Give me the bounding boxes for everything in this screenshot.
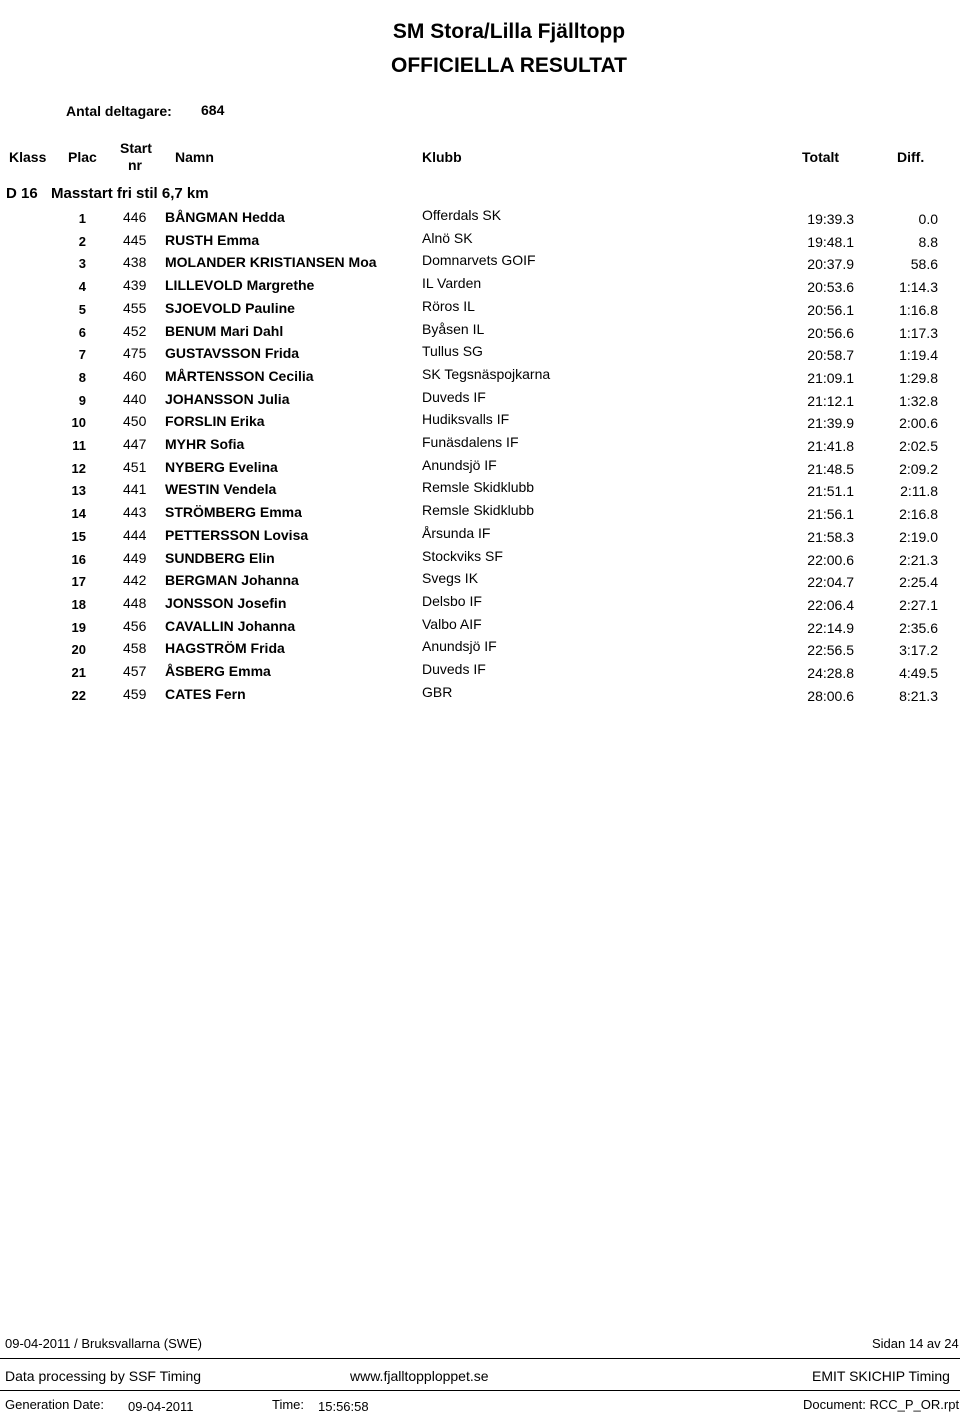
col-plac: Plac [68,149,97,165]
club-cell: Domnarvets GOIF [422,252,536,269]
start-number-cell: 447 [123,436,147,452]
footer-divider [0,1358,960,1359]
table-row [0,663,960,686]
athlete-name-cell: MOLANDER KRISTIANSEN Moa [165,254,377,271]
total-time-cell: 20:56.6 [807,324,854,341]
start-number-cell: 446 [123,209,147,225]
place-cell: 19 [71,619,86,635]
start-number-cell: 460 [123,367,147,384]
time-label: Time: [272,1397,305,1412]
club-cell: SK Tegsnäspojkarna [422,365,551,382]
time-diff-cell: 1:16.8 [899,301,938,318]
start-number-cell: 456 [123,617,147,634]
athlete-name-cell: SUNDBERG Elin [165,549,275,566]
athlete-name-cell: NYBERG Evelina [165,458,278,475]
club-cell: Tullus SG [422,343,483,360]
document-label: Document: RCC_P_OR.rpt [803,1397,960,1412]
time-diff-cell: 2:16.8 [899,506,938,523]
table-row [0,504,960,527]
time-diff-cell: 8:21.3 [899,687,938,704]
time-diff-cell: 2:19.0 [899,528,938,545]
club-cell: IL Varden [422,275,482,292]
start-number-cell: 439 [123,277,147,294]
class-description: Masstart fri stil 6,7 km [51,185,209,202]
place-cell: 15 [71,528,86,544]
total-time-cell: 21:41.8 [807,438,854,454]
club-cell: Duveds IF [422,661,486,677]
table-row [0,615,960,641]
club-cell: Delsbo IF [422,592,482,609]
total-time-cell: 22:56.5 [807,642,854,659]
place-cell: 5 [78,301,86,317]
table-row [0,365,960,391]
athlete-name-cell: MÅRTENSSON Cecilia [165,367,314,384]
time-diff-cell: 0.0 [918,211,938,227]
place-cell: 18 [71,596,86,612]
time-diff-cell: 2:11.8 [900,483,938,500]
total-time-cell: 21:56.1 [807,506,854,523]
time-diff-cell: 3:17.2 [899,642,938,659]
generation-date: 09-04-2011 [128,1399,194,1414]
place-cell: 9 [78,392,86,408]
time-diff-cell: 58.6 [910,256,938,273]
athlete-name-cell: PETTERSSON Lovisa [165,526,309,543]
total-time-cell: 21:12.1 [807,392,854,409]
athlete-name-cell: ÅSBERG Emma [165,663,271,679]
athlete-name-cell: MYHR Sofia [165,436,245,452]
table-row [0,640,960,663]
time-diff-cell: 1:14.3 [899,279,938,296]
table-row [0,254,960,277]
place-cell: 14 [71,506,86,522]
total-time-cell: 21:39.9 [807,415,854,432]
start-number-cell: 450 [123,413,147,430]
time-diff-cell: 4:49.5 [899,665,938,681]
athlete-name-cell: BENUM Mari Dahl [165,322,284,339]
time-diff-cell: 1:19.4 [899,347,938,364]
total-time-cell: 22:06.4 [807,596,854,613]
club-cell: Offerdals SK [422,207,502,223]
athlete-name-cell: HAGSTRÖM Frida [165,640,285,657]
place-cell: 6 [78,324,86,340]
club-cell: Funäsdalens IF [422,434,519,450]
time-diff-cell: 1:32.8 [899,392,938,409]
page-number: Sidan 14 av 24 [872,1336,959,1351]
start-number-cell: 452 [123,322,147,339]
athlete-name-cell: BERGMAN Johanna [165,572,299,589]
time-diff-cell: 2:09.2 [899,460,938,477]
start-number-cell: 438 [123,254,147,271]
table-row [0,436,960,459]
table-row [0,413,960,436]
page-subtitle: OFFICIELLA RESULTAT [390,54,628,77]
total-time-cell: 21:48.5 [807,460,854,477]
total-time-cell: 21:51.1 [807,483,854,500]
club-cell: Årsunda IF [422,524,491,541]
time-value: 15:56:58 [318,1399,369,1414]
place-cell: 16 [71,551,86,567]
place-cell: 1 [78,211,86,226]
club-cell: Remsle Skidklubb [422,479,535,496]
col-klubb: Klubb [422,149,462,165]
col-diff: Diff. [897,149,925,165]
total-time-cell: 21:09.1 [807,369,854,386]
start-number-cell: 441 [123,481,147,498]
total-time-cell: 20:37.9 [807,256,854,273]
time-diff-cell: 1:17.3 [899,324,938,341]
place-cell: 17 [71,574,86,590]
place-cell: 11 [72,438,86,453]
athlete-name-cell: RUSTH Emma [165,231,260,248]
place-cell: 12 [71,460,86,476]
club-cell: Byåsen IL [422,320,485,337]
start-number-cell: 443 [123,504,147,521]
table-row [0,572,960,595]
time-diff-cell: 2:35.6 [899,619,938,636]
table-row [0,209,960,232]
col-start-line2: nr [128,157,142,173]
time-diff-cell: 1:29.8 [899,369,938,386]
athlete-name-cell: CATES Fern [165,685,246,702]
table-row [0,456,960,482]
start-number-cell: 445 [123,231,147,248]
start-number-cell: 458 [123,640,147,657]
place-cell: 21 [71,665,86,680]
athlete-name-cell: BÅNGMAN Hedda [165,209,285,225]
total-time-cell: 21:58.3 [807,528,854,545]
col-namn: Namn [175,149,214,165]
event-info: 09-04-2011 / Bruksvallarna (SWE) [5,1336,203,1351]
athlete-name-cell: CAVALLIN Johanna [165,617,296,634]
club-cell: Anundsjö IF [422,456,497,473]
col-klass: Klass [9,149,47,165]
total-time-cell: 24:28.8 [807,665,854,681]
table-row [0,320,960,346]
time-diff-cell: 2:25.4 [899,574,938,591]
athlete-name-cell: WESTIN Vendela [165,481,277,498]
start-number-cell: 459 [123,685,147,702]
total-time-cell: 20:56.1 [807,301,854,318]
table-row [0,592,960,618]
athlete-name-cell: FORSLIN Erika [165,413,265,430]
table-row [0,524,960,550]
start-number-cell: 444 [123,526,147,543]
timing-credit: EMIT SKICHIP Timing [812,1368,950,1384]
place-cell: 8 [78,369,86,385]
time-diff-cell: 2:27.1 [899,596,938,613]
club-cell: Svegs IK [422,570,479,587]
place-cell: 20 [71,642,86,658]
total-time-cell: 22:04.7 [807,574,854,591]
time-diff-cell: 8.8 [918,233,938,250]
club-cell: Remsle Skidklubb [422,502,535,519]
start-number-cell: 449 [123,549,147,566]
athlete-name-cell: JONSSON Josefin [165,594,287,611]
start-number-cell: 455 [123,299,147,316]
start-number-cell: 475 [123,345,147,362]
place-cell: 10 [71,415,86,431]
table-row [0,345,960,368]
club-cell: Duveds IF [422,388,486,405]
place-cell: 4 [78,279,86,295]
place-cell: 2 [78,233,86,249]
table-row [0,683,960,709]
total-time-cell: 22:14.9 [807,619,854,636]
club-cell: Stockviks SF [422,547,503,564]
athlete-name-cell: GUSTAVSSON Frida [165,345,300,362]
page-title: SM Stora/Lilla Fjälltopp [392,20,626,43]
table-row [0,297,960,323]
athlete-name-cell: JOHANSSON Julia [165,390,290,407]
club-cell: Valbo AIF [422,615,482,632]
time-diff-cell: 2:02.5 [899,438,938,454]
club-cell: Anundsjö IF [422,638,497,655]
start-number-cell: 442 [123,572,147,589]
place-cell: 13 [71,483,86,499]
athlete-name-cell: STRÖMBERG Emma [165,504,302,521]
website-link[interactable]: www.fjalltopploppet.se [350,1368,489,1384]
time-diff-cell: 2:00.6 [899,415,938,432]
data-processing-credit: Data processing by SSF Timing [5,1368,202,1384]
table-row [0,481,960,504]
place-cell: 3 [78,256,86,272]
total-time-cell: 22:00.6 [807,551,854,568]
time-diff-cell: 2:21.3 [899,551,938,568]
place-cell: 22 [71,687,86,703]
start-number-cell: 457 [123,663,147,679]
participants-value: 684 [201,102,225,118]
table-row [0,229,960,255]
club-cell: GBR [422,683,453,700]
start-number-cell: 448 [123,594,147,611]
total-time-cell: 20:53.6 [807,279,854,296]
class-code: D 16 [6,185,38,202]
place-cell: 7 [78,347,86,363]
start-number-cell: 440 [123,390,147,407]
participants-label: Antal deltagare: [66,103,172,119]
generation-date-label: Generation Date: [5,1397,105,1412]
club-cell: Hudiksvalls IF [422,411,510,428]
footer-divider-bottom [0,1390,960,1391]
athlete-name-cell: SJOEVOLD Pauline [165,299,295,316]
table-row [0,388,960,414]
table-row [0,547,960,573]
total-time-cell: 20:58.7 [807,347,854,364]
col-totalt: Totalt [802,149,840,165]
total-time-cell: 19:39.3 [807,211,854,227]
table-row [0,277,960,300]
athlete-name-cell: LILLEVOLD Margrethe [165,277,315,294]
total-time-cell: 28:00.6 [807,687,854,704]
total-time-cell: 19:48.1 [807,233,854,250]
start-number-cell: 451 [123,458,147,475]
club-cell: Alnö SK [422,229,473,246]
club-cell: Röros IL [422,297,475,314]
col-start-line1: Start [120,140,152,156]
